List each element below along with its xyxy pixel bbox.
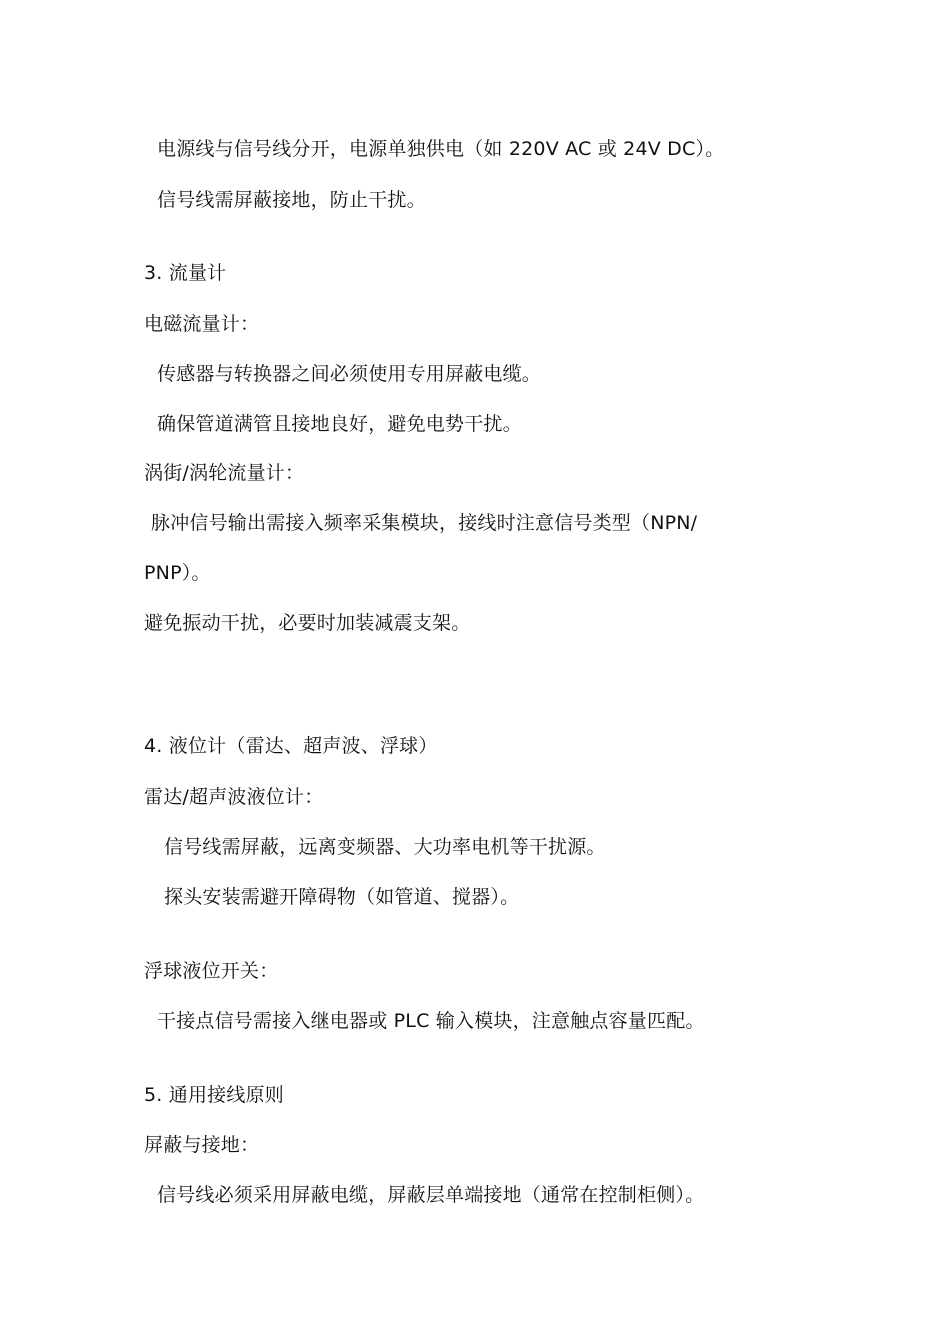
subsection-label: 涡街/涡轮流量计： [144,462,305,484]
text-line: 脉冲信号输出需接入频率采集模块，接线时注意信号类型（NPN/ [151,512,698,534]
subsection-label: 屏蔽与接地： [144,1134,260,1156]
section-heading: 3. 流量计 [144,262,227,284]
text-line: 传感器与转换器之间必须使用专用屏蔽电缆。 [157,363,542,385]
section-heading: 5. 通用接线原则 [144,1084,284,1106]
text-line: 信号线必须采用屏蔽电缆，屏蔽层单端接地（通常在控制柜侧）。 [157,1184,705,1206]
text-line: 避免振动干扰，必要时加装减震支架。 [144,612,471,634]
text-line: 信号线需屏蔽接地，防止干扰。 [157,189,426,211]
subsection-label: 浮球液位开关： [144,960,279,982]
text-line: 探头安装需避开障碍物（如管道、搅器）。 [164,886,520,908]
text-line: 干接点信号需接入继电器或 PLC 输入模块，注意触点容量匹配。 [157,1010,705,1032]
section-heading: 4. 液位计（雷达、超声波、浮球） [144,735,438,757]
text-line: PNP）。 [144,562,211,584]
text-line: 信号线需屏蔽，远离变频器、大功率电机等干扰源。 [164,836,606,858]
text-line: 电源线与信号线分开，电源单独供电（如 220V AC 或 24V DC）。 [157,138,725,160]
subsection-label: 雷达/超声波液位计： [144,786,324,808]
text-line: 确保管道满管且接地良好，避免电势干扰。 [157,413,522,435]
subsection-label: 电磁流量计： [144,313,260,335]
